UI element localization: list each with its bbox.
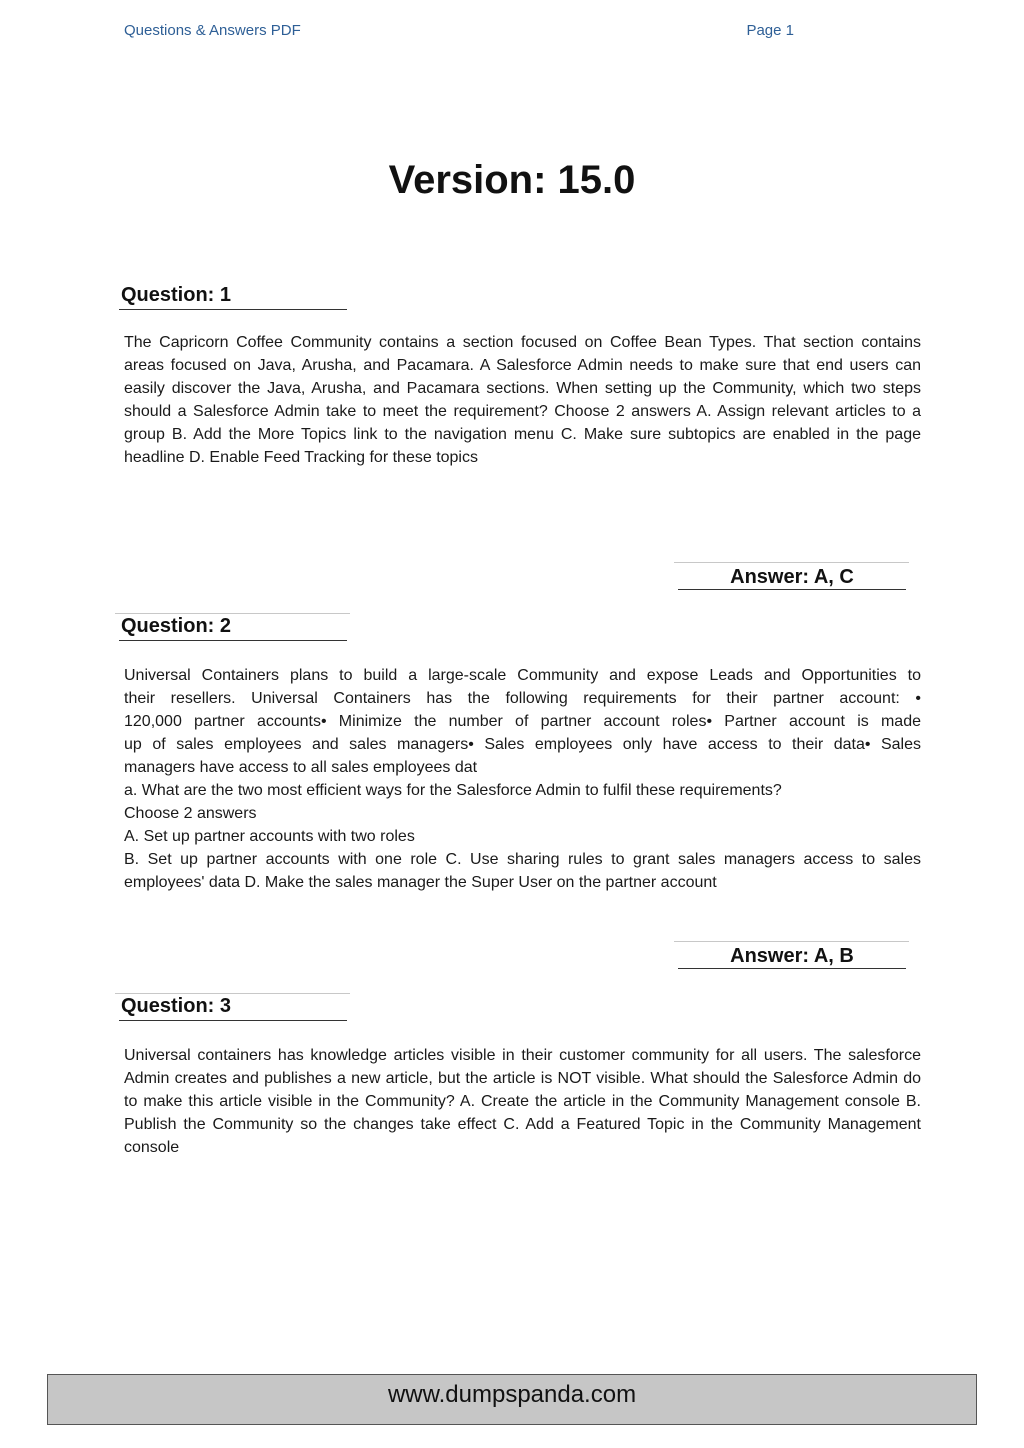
question-2-line: their resellers. Universal Containers has the following requirements for their partner account: • [124,690,921,707]
question-2-line: Universal Containers plans to build a large-scale Community and expose Leads and Opportunities to [124,667,921,684]
question-1-text: The Capricorn Coffee Community contains a section focused on Coffee Bean Types. That section contains areas focused on Java, Arusha, and Pacamara. A Salesforce Admin needs to make sure that end users can easily discover the Java, Arusha, and Pacamara sections. When setting up the Community, which two steps should a Salesforce Admin take to meet the requirement? Choose 2 answers A. Assign relevant articles to a group B. Add the More Topics link to the navigation menu C. Make sure subtopics are enabled in the page headline D. Enable Feed Tracking for these topics [124,334,921,466]
question-1-heading-label: Question: 1 [121,284,232,306]
question-2-line: A. Set up partner accounts with two roles [124,828,415,845]
version-title: Version: 15.0 [388,158,636,202]
question-3-heading-label: Question: 3 [121,995,232,1017]
footer-website-banner: www.dumpspanda.com [47,1374,977,1425]
header-page-number: Page 1 [746,22,794,39]
question-3-heading [119,994,347,1021]
question-2-text [124,664,921,894]
question-1-heading [119,283,347,310]
answer-2-divider [674,941,909,942]
question-2-line: employees' data D. Make the sales manager the Super User on the partner account [124,874,717,891]
question-2-line: managers have access to all sales employees dat [124,759,478,776]
question-3-text: Universal containers has knowledge articles visible in their customer community for all users. The salesforce Admin creates and publishes a new article, but the article is NOT visible. What should the Salesforce Admin do to make this article visible in the Community? A. Create the article in the Community Management console B. Publish the Community so the changes take effect C. Add a Featured Topic in the Community Management console [124,1047,921,1156]
answer-2: Answer: A, B [678,944,906,969]
question-2-line: Choose 2 answers [124,805,257,822]
page-header [124,22,794,44]
question-2-line: up of sales employees and sales managers• Sales employees only have access to their data• Sales [124,736,921,753]
question-2-heading-label: Question: 2 [121,615,232,637]
answer-1-divider [674,562,909,563]
question-2-line: 120,000 partner accounts• Minimize the number of partner account roles• Partner account is made [124,713,921,730]
header-document-title: Questions & Answers PDF [124,22,301,39]
question-2-line: a. What are the two most efficient ways for the Salesforce Admin to fulfil these requirements? [124,782,782,799]
answer-1: Answer: A, C [678,565,906,590]
question-2-heading [119,614,347,641]
question-2-line: B. Set up partner accounts with one role C. Use sharing rules to grant sales managers access to sales [124,851,921,868]
